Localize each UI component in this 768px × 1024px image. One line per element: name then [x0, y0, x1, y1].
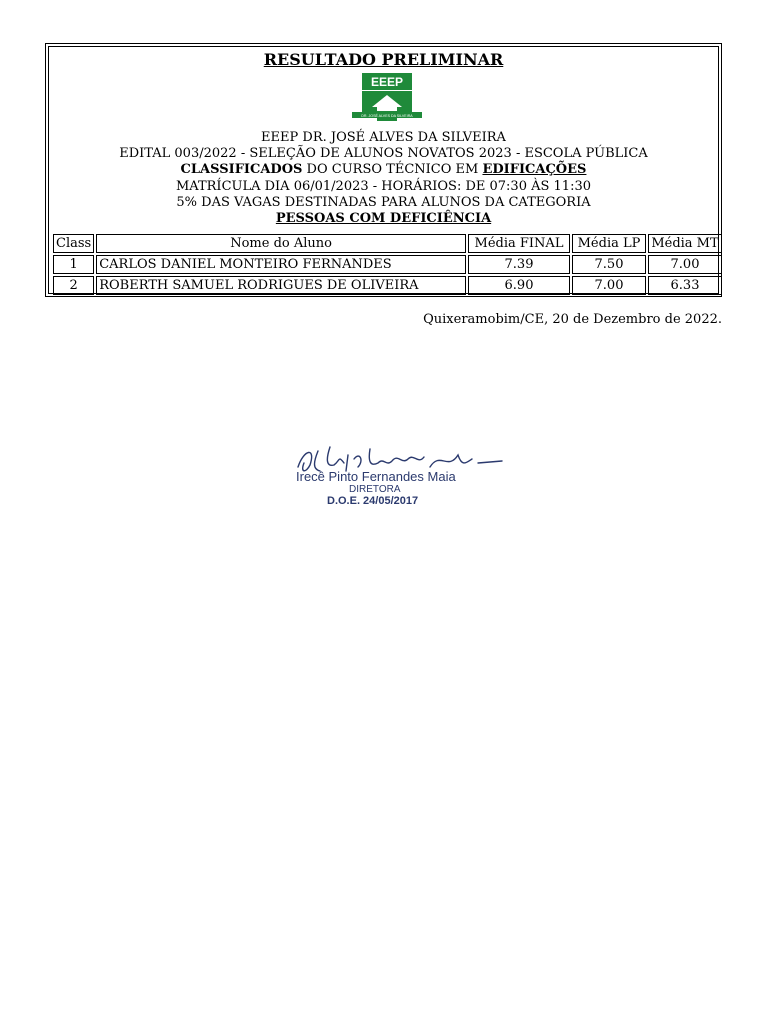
categoria-line: PESSOAS COM DEFICIÊNCIA: [275, 211, 492, 226]
table-header-row: [53, 234, 722, 253]
result-frame-inner: [48, 46, 719, 294]
cell-lp: 7.50: [572, 255, 646, 274]
cell-nome: ROBERTH SAMUEL RODRIGUES DE OLIVEIRA: [96, 276, 466, 295]
result-frame: [45, 43, 722, 297]
signer-name: Irecê Pinto Fernandes Maia: [296, 469, 456, 484]
place-date: Quixeramobim/CE, 20 de Dezembro de 2022.: [423, 312, 722, 327]
col-mt-header: Média MT: [648, 234, 722, 253]
cell-mt: 6.33: [648, 276, 722, 295]
classificados-line: [49, 162, 718, 178]
vagas-line: 5% DAS VAGAS DESTINADAS PARA ALUNOS DA CATEGORIA: [176, 195, 591, 210]
classificados-label: CLASSIFICADOS: [180, 162, 303, 177]
col-final-header: Média FINAL: [468, 234, 570, 253]
logo-book: [377, 103, 397, 111]
cell-class: 2: [53, 276, 94, 295]
cell-lp: 7.00: [572, 276, 646, 295]
col-class-header: Class: [53, 234, 94, 253]
matricula-line: MATRÍCULA DIA 06/01/2023 - HORÁRIOS: DE 07:30 ÀS 11:30: [175, 179, 591, 194]
school-name: EEEP DR. JOSÉ ALVES DA SILVEIRA: [261, 130, 506, 145]
cell-final: 6.90: [468, 276, 570, 295]
results-table: [51, 232, 724, 297]
cell-class: 1: [53, 255, 94, 274]
table-row: [53, 255, 722, 274]
signature-stroke: [298, 447, 502, 471]
signer-role: DIRETORA: [349, 484, 401, 495]
logo-banner-text: DR. JOSÉ ALVES DA SILVEIRA: [361, 114, 413, 118]
table-row: [53, 276, 722, 295]
curso-name: EDIFICAÇÕES: [482, 162, 587, 177]
col-lp-header: Média LP: [572, 234, 646, 253]
document-title: RESULTADO PRELIMINAR: [263, 50, 504, 69]
edital-line: EDITAL 003/2022 - SELEÇÃO DE ALUNOS NOVATOS 2023 - ESCOLA PÚBLICA: [119, 146, 648, 161]
logo-text: EEEP: [370, 75, 404, 89]
signer-doe: D.O.E. 24/05/2017: [327, 495, 419, 507]
curso-prefix: DO CURSO TÉCNICO EM: [302, 162, 483, 177]
cell-mt: 7.00: [648, 255, 722, 274]
cell-nome: CARLOS DANIEL MONTEIRO FERNANDES: [96, 255, 466, 274]
logo-base: [377, 118, 397, 121]
school-logo: [352, 73, 422, 123]
cell-final: 7.39: [468, 255, 570, 274]
col-nome-header: Nome do Aluno: [96, 234, 466, 253]
